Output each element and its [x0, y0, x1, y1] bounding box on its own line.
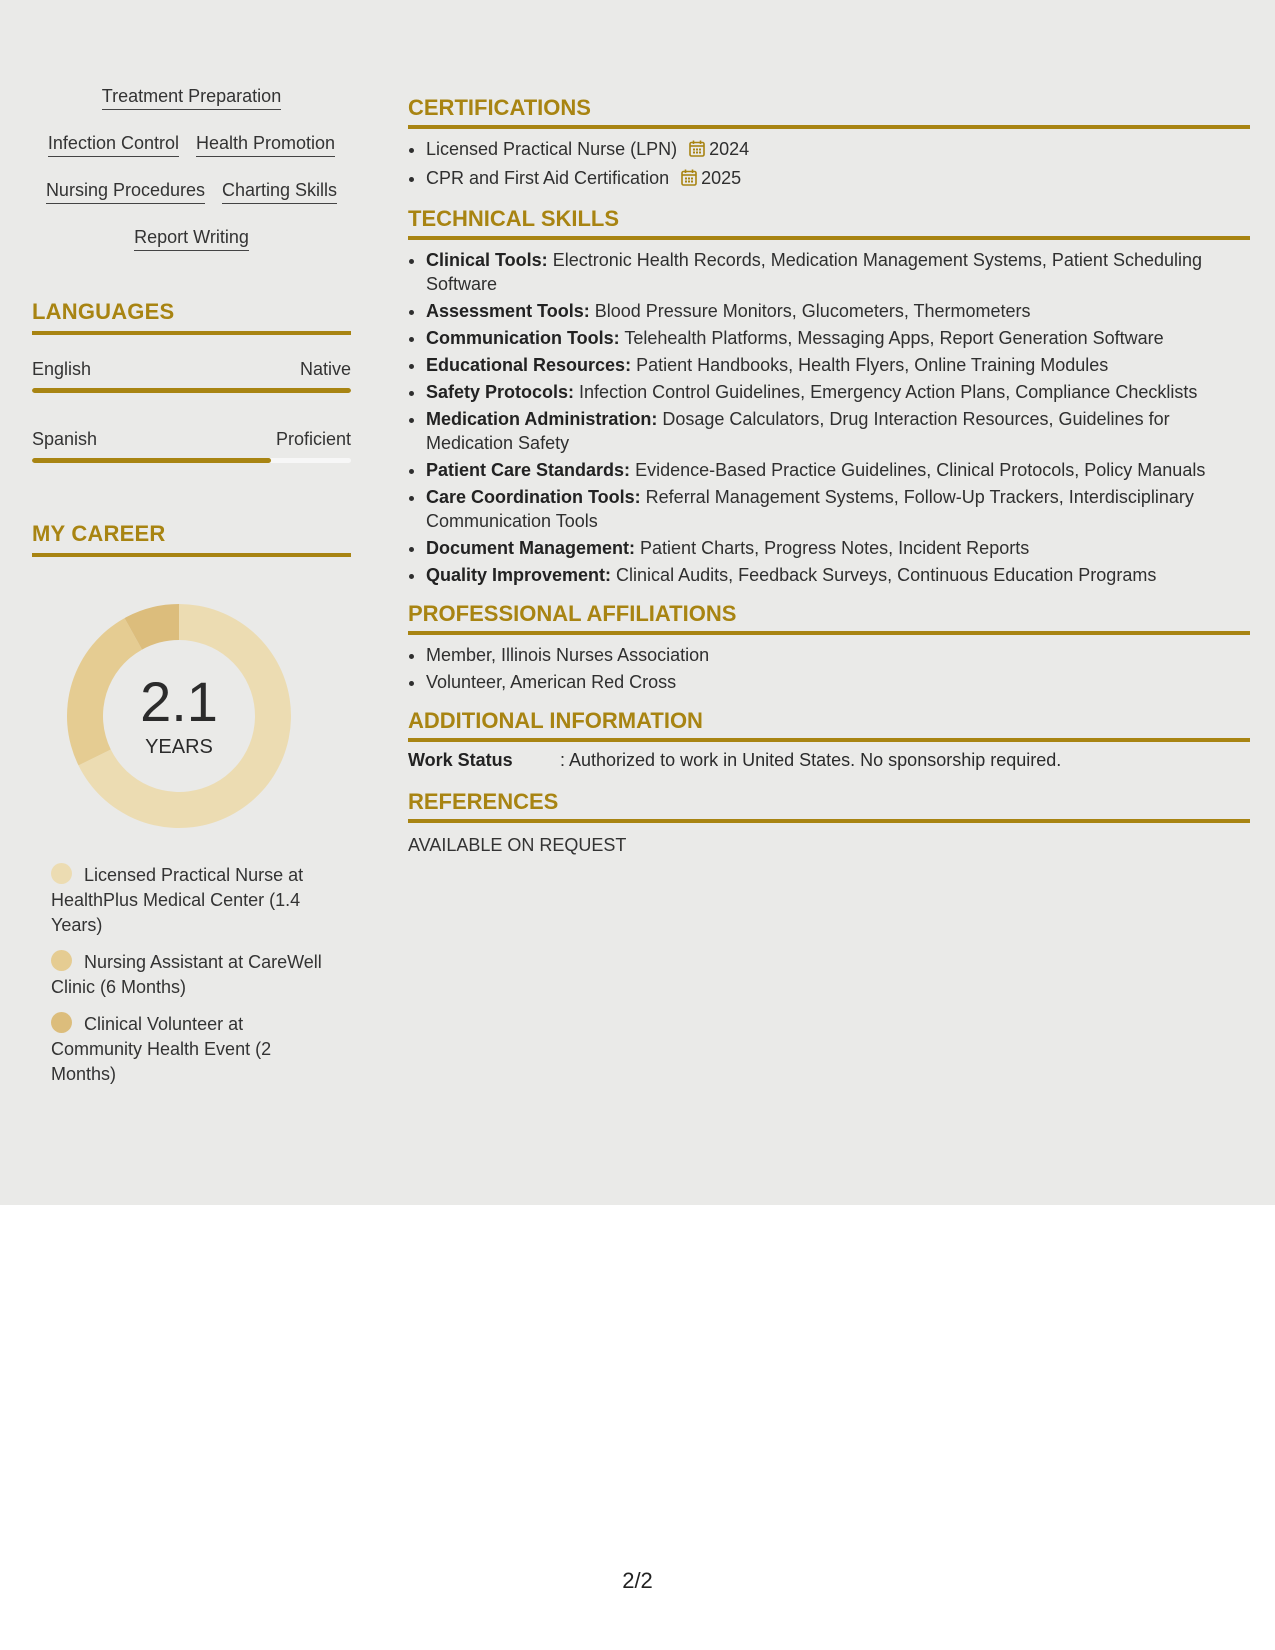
legend-label: Clinical Volunteer at Community Health Event (2 Months) — [51, 1014, 272, 1084]
language-name: Spanish — [32, 429, 98, 449]
technical-skill-label: Medication Administration: — [426, 409, 658, 429]
certification-name: CPR and First Aid Certification — [426, 168, 670, 188]
skill-row — [32, 85, 351, 110]
calendar-icon — [681, 168, 697, 192]
technical-skill-label: Quality Improvement: — [426, 565, 612, 585]
technical-skill-text: Electronic Health Records, Medication Management Systems, Patient Scheduling Software — [426, 250, 1203, 294]
technical-skill-text: Referral Management Systems, Follow-Up Trackers, Interdisciplinary Communication Tools — [426, 487, 1194, 531]
skill-row — [32, 132, 351, 157]
page-number: 2/2 — [622, 1568, 653, 1593]
language-bar — [32, 458, 351, 463]
skill-tag: Treatment Preparation — [102, 85, 281, 110]
certification-item — [426, 137, 1250, 163]
skill-tag: Report Writing — [134, 226, 249, 251]
language-bar — [32, 388, 351, 393]
certification-year: 2025 — [701, 168, 742, 188]
technical-skill-text: Dosage Calculators, Drug Interaction Resources, Guidelines for Medication Safety — [426, 409, 1170, 453]
skill-tags — [32, 85, 351, 251]
affiliation-item: • Volunteer, American Red Cross — [426, 670, 1250, 694]
technical-skill-label: Communication Tools: — [426, 328, 620, 348]
legend-swatch — [51, 1012, 72, 1033]
skill-row — [32, 179, 351, 204]
certification-item — [426, 166, 1250, 192]
technical-skill-item — [426, 458, 1250, 482]
references-text: AVAILABLE ON REQUEST — [408, 835, 627, 855]
certification-name: Licensed Practical Nurse (LPN) — [426, 139, 678, 159]
technical-skill-item — [426, 485, 1250, 533]
technical-skill-text: Infection Control Guidelines, Emergency Action Plans, Compliance Checklists — [574, 382, 1198, 402]
career-unit: YEARS — [145, 735, 213, 758]
certification-year: 2024 — [709, 139, 750, 159]
donut-center — [64, 601, 294, 831]
language-item — [32, 429, 351, 463]
references-title: REFERENCES — [408, 789, 1250, 823]
legend-label: Licensed Practical Nurse at HealthPlus Medical Center (1.4 Years) — [51, 865, 304, 935]
technical-skill-text: Clinical Audits, Feedback Surveys, Continuous Education Programs — [611, 565, 1157, 585]
language-level: Native — [299, 359, 351, 379]
technical-skill-text: Evidence-Based Practice Guidelines, Clinical Protocols, Policy Manuals — [630, 460, 1206, 480]
technical-skill-text: Patient Handbooks, Health Flyers, Online Training Modules — [631, 355, 1109, 375]
calendar-icon — [689, 139, 705, 163]
career-legend — [51, 863, 331, 1087]
language-row — [32, 429, 351, 450]
technical-skill-item — [426, 380, 1250, 404]
affiliation-item: • Member, Illinois Nurses Association — [426, 643, 1250, 667]
technical-skills-list — [408, 248, 1250, 587]
technical-skill-label: Educational Resources: — [426, 355, 632, 375]
technical-skill-item — [426, 536, 1250, 560]
technical-skill-item — [426, 353, 1250, 377]
legend-item — [51, 950, 331, 1000]
technical-skill-label: Document Management: — [426, 538, 636, 558]
language-bar-fill — [32, 458, 271, 463]
additional-info-title: ADDITIONAL INFORMATION — [408, 708, 1250, 742]
certifications-list — [408, 137, 1250, 192]
technical-skill-label: Care Coordination Tools: — [426, 487, 641, 507]
affiliations-list — [408, 643, 1250, 694]
legend-label: Nursing Assistant at CareWell Clinic (6 Months) — [51, 952, 322, 997]
languages-title: LANGUAGES — [32, 299, 351, 335]
work-status-value: : Authorized to work in United States. No sponsorship required. — [560, 750, 1062, 770]
work-status-row — [408, 750, 1250, 771]
certifications-title: CERTIFICATIONS — [408, 95, 1250, 129]
technical-skill-label: Assessment Tools: — [426, 301, 590, 321]
legend-item — [51, 863, 331, 938]
language-bar-fill — [32, 388, 351, 393]
technical-skill-item — [426, 299, 1250, 323]
language-name: English — [32, 359, 92, 379]
technical-skill-text: Patient Charts, Progress Notes, Incident Reports — [635, 538, 1030, 558]
technical-skill-item — [426, 326, 1250, 350]
technical-skill-item — [426, 248, 1250, 296]
technical-skill-text: Telehealth Platforms, Messaging Apps, Report Generation Software — [619, 328, 1164, 348]
skill-tag: Nursing Procedures — [46, 179, 205, 204]
languages-list — [32, 359, 351, 463]
technical-skill-label: Patient Care Standards: — [426, 460, 631, 480]
legend-swatch — [51, 863, 72, 884]
career-title: MY CAREER — [32, 521, 351, 557]
career-donut-chart — [64, 601, 294, 831]
work-status-label: Work Status — [408, 750, 513, 770]
legend-item — [51, 1012, 331, 1087]
technical-skill-item — [426, 563, 1250, 587]
legend-swatch — [51, 950, 72, 971]
technical-skill-item — [426, 407, 1250, 455]
left-column — [32, 85, 351, 1099]
skill-tag: Infection Control — [48, 132, 179, 157]
skill-tag: Health Promotion — [196, 132, 335, 157]
skill-row — [32, 226, 351, 251]
career-total-years: 2.1 — [140, 669, 218, 733]
language-row — [32, 359, 351, 380]
technical-skill-label: Clinical Tools: — [426, 250, 548, 270]
language-level: Proficient — [275, 429, 351, 449]
technical-skill-text: Blood Pressure Monitors, Glucometers, Thermometers — [589, 301, 1031, 321]
right-column — [408, 95, 1250, 856]
skill-tag: Charting Skills — [222, 179, 337, 204]
language-item — [32, 359, 351, 393]
technical-skills-title: TECHNICAL SKILLS — [408, 206, 1250, 240]
affiliations-title: PROFESSIONAL AFFILIATIONS — [408, 601, 1250, 635]
technical-skill-label: Safety Protocols: — [426, 382, 575, 402]
